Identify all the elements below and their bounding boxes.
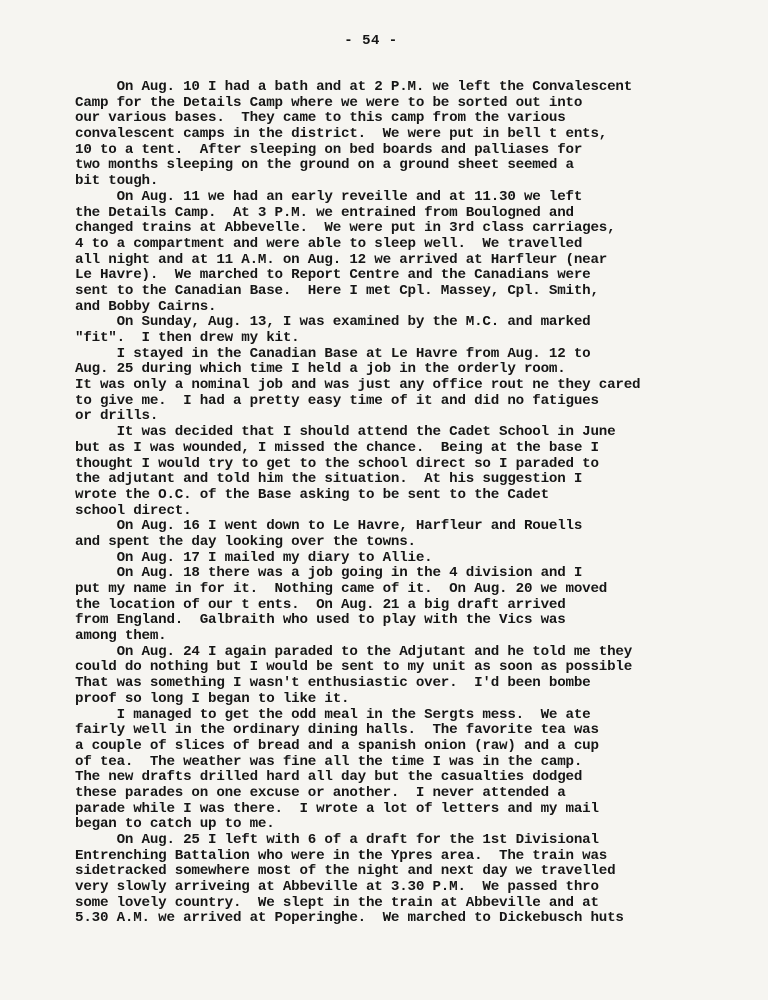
text-line: "fit". I then drew my kit.	[75, 330, 300, 346]
text-line: The new drafts drilled hard all day but the casualties dodged	[75, 769, 583, 786]
text-line: On Aug. 16 I went down to Le Havre, Harfleur and Rouells	[75, 518, 583, 535]
text-line: convalescent camps in the district. We were put in bell t ents,	[75, 126, 608, 143]
text-line: bit tough.	[75, 173, 159, 190]
text-line: Aug. 25 during which time I held a job in the orderly room.	[75, 361, 566, 378]
text-line: thought I would try to get to the school direct so I paraded to	[75, 455, 599, 472]
text-line: 10 to a tent. After sleeping on bed boards and palliases for	[75, 141, 583, 158]
text-line: It was decided that I should attend the Cadet School in June	[75, 424, 616, 441]
text-line: put my name in for it. Nothing came of it. On Aug. 20 we moved	[75, 581, 608, 597]
text-line: could do nothing but I would be sent to my unit as soon as possible	[75, 659, 633, 676]
text-line: of tea. The weather was fine all the time I was in the camp.	[75, 753, 583, 770]
text-line: began to catch up to me.	[75, 816, 275, 833]
text-line: parade while I was there. I wrote a lot of letters and my mail	[75, 800, 599, 817]
document-body	[75, 80, 735, 927]
text-line: Le Havre). We marched to Report Centre and the Canadians were	[75, 267, 591, 284]
text-line: sidetracked somewhere most of the night and next day we travelled	[75, 863, 616, 880]
text-line: 5.30 A.M. we arrived at Poperinghe. We marched to Dickebusch huts	[75, 910, 624, 927]
text-line: school direct.	[75, 502, 192, 519]
text-line: On Aug. 10 I had a bath and at 2 P.M. we left the Convalescent	[75, 79, 633, 95]
text-line: among them.	[75, 628, 167, 645]
text-line: On Aug. 17 I mailed my diary to Allie.	[75, 549, 433, 566]
text-line: or drills.	[75, 408, 159, 425]
text-line: but as I was wounded, I missed the chance. Being at the base I	[75, 439, 599, 456]
text-line: the Details Camp. At 3 P.M. we entrained from Boulogned and	[75, 204, 574, 221]
text-line: It was only a nominal job and was just any office rout ne they cared	[75, 377, 641, 394]
text-line: the location of our t ents. On Aug. 21 a big draft arrived	[75, 596, 566, 613]
text-line: On Aug. 18 there was a job going in the 4 division and I	[75, 565, 583, 582]
text-line: I stayed in the Canadian Base at Le Havre from Aug. 12 to	[75, 345, 591, 362]
text-line: wrote the O.C. of the Base asking to be sent to the Cadet	[75, 486, 549, 503]
text-line: changed trains at Abbevelle. We were put in 3rd class carriages,	[75, 220, 616, 237]
text-line: two months sleeping on the ground on a ground sheet seemed a	[75, 157, 574, 174]
text-line: On Aug. 11 we had an early reveille and at 11.30 we left	[75, 188, 583, 205]
text-line: On Aug. 24 I again paraded to the Adjutant and he told me they	[75, 643, 633, 660]
text-line: all night and at 11 A.M. on Aug. 12 we arrived at Harfleur (near	[75, 251, 608, 268]
text-line: and spent the day looking over the towns.	[75, 533, 416, 550]
text-line: On Aug. 25 I left with 6 of a draft for the 1st Divisional	[75, 832, 599, 848]
text-line: very slowly arriveing at Abbeville at 3.30 P.M. We passed thro	[75, 879, 599, 896]
text-line: proof so long I began to like it.	[75, 690, 350, 707]
text-line: Entrenching Battalion who were in the Ypres area. The train was	[75, 847, 608, 864]
text-line: I managed to get the odd meal in the Sergts mess. We ate	[75, 706, 591, 723]
text-line: to give me. I had a pretty easy time of it and did no fatigues	[75, 392, 599, 409]
text-line: our various bases. They came to this camp from the various	[75, 110, 566, 127]
text-line: these parades on one excuse or another. I never attended a	[75, 784, 566, 801]
text-line: some lovely country. We slept in the train at Abbeville and at	[75, 894, 599, 911]
text-line: fairly well in the ordinary dining halls. The favorite tea was	[75, 722, 599, 739]
text-line: sent to the Canadian Base. Here I met Cpl. Massey, Cpl. Smith,	[75, 282, 599, 299]
text-line: That was something I wasn't enthusiastic over. I'd been bombe	[75, 675, 591, 692]
page-number: - 54 -	[344, 33, 398, 49]
text-line: and Bobby Cairns.	[75, 298, 217, 315]
text-line: Camp for the Details Camp where we were to be sorted out into	[75, 94, 583, 111]
text-line: a couple of slices of bread and a spanish onion (raw) and a cup	[75, 737, 599, 754]
text-line: the adjutant and told him the situation. At his suggestion I	[75, 471, 583, 488]
text-line: On Sunday, Aug. 13, I was examined by the M.C. and marked	[75, 314, 591, 331]
text-line: 4 to a compartment and were able to sleep well. We travelled	[75, 235, 583, 252]
text-line: from England. Galbraith who used to play with the Vics was	[75, 612, 566, 629]
